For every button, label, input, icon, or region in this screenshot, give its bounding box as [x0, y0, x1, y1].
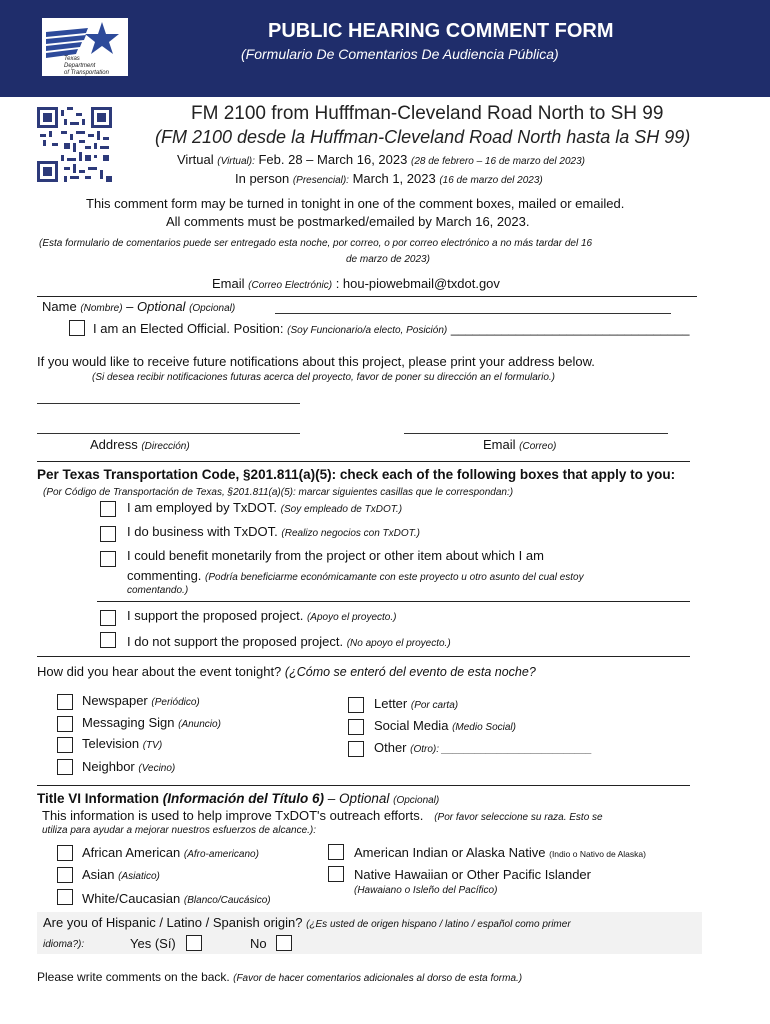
hear-question: How did you hear about the event tonight? (¿Cómo se enteró del evento de esta noche? [37, 664, 536, 679]
newspaper-checkbox[interactable] [57, 694, 73, 710]
code-heading-es: (Por Código de Transportación de Texas, §201.811(a)(5): marcar siguientes casillas que le correspondan:) [43, 487, 514, 498]
white-caucasian-checkbox[interactable] [57, 889, 73, 905]
notify-text: If you would like to receive future notifications about this project, please print your address below. [37, 354, 595, 369]
address-input-line-1[interactable] [37, 403, 300, 404]
inperson-line: In person (Presencial): March 1, 2023 (16 de marzo del 2023) [235, 171, 543, 186]
messaging-sign-label: Messaging Sign (Anuncio) [82, 715, 221, 730]
elected-official-checkbox[interactable] [69, 320, 85, 336]
email-label: Email (Correo) [483, 437, 557, 452]
african-american-label: African American (Afro-americano) [82, 845, 259, 860]
support-checkbox[interactable] [100, 610, 116, 626]
employed-checkbox[interactable] [100, 501, 116, 517]
form-title: PUBLIC HEARING COMMENT FORM [268, 20, 614, 42]
project-title: FM 2100 from Hufffman-Cleveland Road North to SH 99 [191, 103, 664, 124]
instructions-es-line1: (Esta formulario de comentarios puede ser entregado esta noche, por correo, o por correo electrónico a no más tardar del 16 [39, 238, 593, 249]
employed-label: I am employed by TxDOT. (Soy empleado de TxDOT.) [127, 500, 403, 515]
hispanic-question-es: idioma?): [43, 939, 85, 950]
logo-text-2: Department [64, 63, 96, 69]
newspaper-label: Newspaper (Periódico) [82, 693, 200, 708]
txdot-logo [42, 18, 128, 76]
virtual-line: Virtual (Virtual): Feb. 28 – March 16, 2023 (28 de febrero – 16 de marzo del 2023) [177, 152, 585, 167]
support-label: I support the proposed project. (Apoyo el proyecto.) [127, 608, 397, 623]
benefit-checkbox[interactable] [100, 551, 116, 567]
letter-label: Letter (Por carta) [374, 696, 459, 711]
name-input-line[interactable] [275, 313, 671, 314]
benefit-label-es-2: comentando.) [127, 585, 189, 596]
qr-code[interactable] [37, 107, 112, 182]
social-media-checkbox[interactable] [348, 719, 364, 735]
hispanic-no-checkbox[interactable] [276, 935, 292, 951]
footer-note: Please write comments on the back. (Favor de hacer comentarios adicionales al dorso de esta forma.) [37, 970, 523, 984]
messaging-sign-checkbox[interactable] [57, 716, 73, 732]
native-hawaiian-label: Native Hawaiian or Other Pacific Islander [354, 867, 591, 882]
instructions-line1: This comment form may be turned in tonight in one of the comment boxes, mailed or emailed. [86, 196, 625, 211]
other-checkbox[interactable] [348, 741, 364, 757]
divider-4 [37, 656, 690, 657]
code-heading: Per Texas Transportation Code, §201.811(a)(5): check each of the following boxes that apply to you: [37, 467, 676, 482]
native-hawaiian-label-es: (Hawaiano o Isleño del Pacífico) [354, 885, 498, 896]
divider-2 [37, 461, 690, 462]
television-checkbox[interactable] [57, 737, 73, 753]
header-banner [0, 0, 770, 97]
letter-checkbox[interactable] [348, 697, 364, 713]
name-label: Name (Nombre) – Optional (Opcional) [42, 299, 236, 314]
neighbor-label: Neighbor (Vecino) [82, 759, 176, 774]
email-line: Email (Correo Electrónic) : hou-piowebmail@txdot.gov [212, 276, 500, 291]
title6-info: This information is used to help improve TxDOT's outreach efforts. (Por favor seleccione su raza. Esto se [42, 808, 603, 823]
instructions-es-line2: de marzo de 2023) [346, 254, 430, 265]
elected-official-label: I am an Elected Official. Position: (Soy Funcionario/a electo, Posición) _________________________________ [93, 321, 690, 336]
oppose-checkbox[interactable] [100, 632, 116, 648]
native-hawaiian-checkbox[interactable] [328, 866, 344, 882]
project-title-es: (FM 2100 desde la Huffman-Cleveland Road North hasta la SH 99) [155, 127, 691, 147]
logo-text-1: Texas [64, 56, 80, 62]
notify-text-es: (Si desea recibir notificaciones futuras acerca del proyecto, favor de poner su dirección an el formulario.) [92, 372, 556, 383]
benefit-label: I could benefit monetarily from the project or other item about which I am [127, 548, 544, 563]
business-checkbox[interactable] [100, 526, 116, 542]
logo-text-3: of Transportation [64, 70, 109, 76]
divider-1 [37, 296, 697, 297]
yes-label: Yes (Sí) [130, 936, 176, 951]
instructions-line2: All comments must be postmarked/emailed by March 16, 2023. [166, 214, 530, 229]
no-label: No [250, 936, 267, 951]
hispanic-question: Are you of Hispanic / Latino / Spanish origin? (¿Es usted de origen hispano / latino / español como primer [43, 915, 571, 930]
other-label: Other (Otro): ___________________________ [374, 740, 592, 755]
benefit-label-2: commenting. (Podría beneficiarme económicamante con este proyecto u otro asunto del cual estoy [127, 568, 584, 583]
social-media-label: Social Media (Medio Social) [374, 718, 516, 733]
business-label: I do business with TxDOT. (Realizo negocios con TxDOT.) [127, 524, 420, 539]
hispanic-yes-checkbox[interactable] [186, 935, 202, 951]
white-caucasian-label: White/Caucasian (Blanco/Caucásico) [82, 891, 271, 906]
divider-5 [37, 785, 690, 786]
asian-checkbox[interactable] [57, 867, 73, 883]
address-input-line-2[interactable] [37, 433, 300, 434]
african-american-checkbox[interactable] [57, 845, 73, 861]
title6-heading: Title VI Information (Información del Título 6) – Optional (Opcional) [37, 791, 440, 806]
american-indian-checkbox[interactable] [328, 844, 344, 860]
television-label: Television (TV) [82, 736, 163, 751]
asian-label: Asian (Asiatico) [82, 867, 160, 882]
american-indian-label: American Indian or Alaska Native (Indio o Nativo de Alaska) [354, 845, 646, 860]
divider-3 [97, 601, 690, 602]
neighbor-checkbox[interactable] [57, 759, 73, 775]
form-subtitle: (Formulario De Comentarios De Audiencia Pública) [241, 46, 559, 62]
oppose-label: I do not support the proposed project. (No apoyo el proyecto.) [127, 634, 451, 649]
email-input-line[interactable] [404, 433, 668, 434]
title6-info-es: utiliza para ayudar a mejorar nuestros esfuerzos de alcance.): [42, 825, 317, 836]
address-label: Address (Dirección) [90, 437, 190, 452]
registered-mark: ® [121, 21, 127, 30]
